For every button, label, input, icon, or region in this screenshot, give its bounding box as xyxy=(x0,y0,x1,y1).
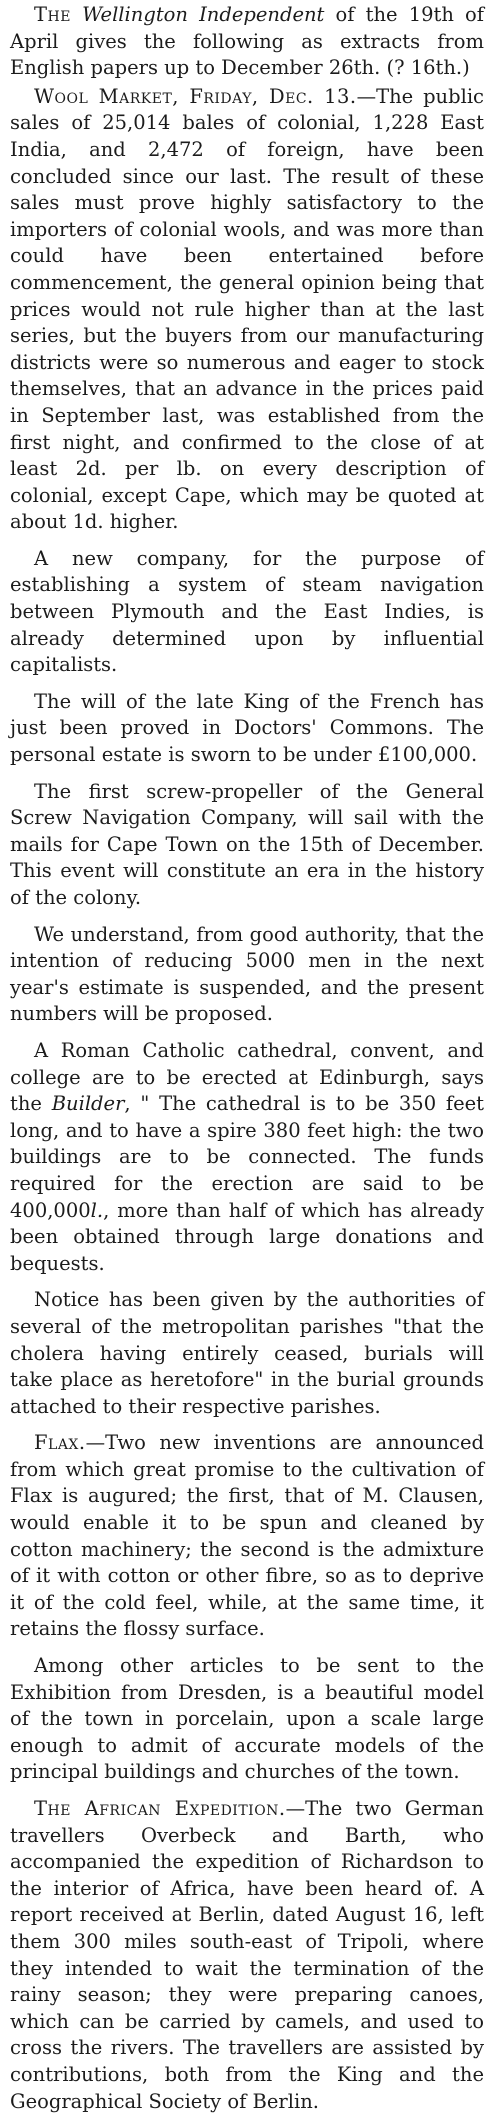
wool-market-text: —The public sales of 25,014 bales of colonial, 1,228 East India, and 2,472 of foreign, have been concluded since our last. The result of these sales must prove highly satisfactory to the importers of colonial wools, and was more than could have been entertained before commencement, the general opinion being that prices would not rule higher than at the last series, but the buyers from our manufacturing districts were so numerous and eager to stock themselves, that an advance in the prices paid in September last, was established from the first night, and confirmed to the close of at least 2d. per lb. on every description of colonial, except Cape, which may be quoted at about 1d. higher. xyxy=(10,84,484,534)
flax-paragraph xyxy=(10,1430,484,1643)
cathedral-text-middle: , " The cathedral is to be 350 feet long, and to have a spire 380 feet high: the two buildings are to be connected. The funds required for the erection are said to be 400,000 xyxy=(10,1092,484,1222)
flax-heading: Flax. xyxy=(34,1431,86,1455)
screw-propeller-text: The first screw-propeller of the General Screw Navigation Company, will sail with the mails for Cape Town on the 15th of December. This event will constitute an era in the history of the colony. xyxy=(10,779,484,909)
african-expedition-paragraph xyxy=(10,1796,484,2115)
cholera-text: Notice has been given by the authorities of several of the metropolitan parishes "that the cholera having entirely ceased, burials will take place as heretofore" in the burial grounds attached to their respective parishes. xyxy=(10,1288,484,1418)
cholera-paragraph xyxy=(10,1287,484,1420)
cathedral-paragraph xyxy=(10,1038,484,1277)
estimate-paragraph xyxy=(10,922,484,1028)
flax-text: —Two new inventions are announced from which great promise to the cultivation of Flax is augured; the first, that of M. Clausen, would enable it to be spun and cleaned by cotton machinery; the second is the admixture of it with cotton or other fibre, so as to deprive it of the cold feel, while, at the same time, it retains the flossy surface. xyxy=(10,1431,484,1641)
wool-market-paragraph xyxy=(10,84,484,536)
screw-propeller-paragraph xyxy=(10,779,484,912)
builder-source: Builder xyxy=(51,1092,125,1116)
african-expedition-heading: The African Expedition. xyxy=(34,1797,286,1820)
currency-pounds: l. xyxy=(90,1198,104,1222)
newspaper-title: Wellington Independent xyxy=(82,3,325,26)
wool-market-heading: Wool Market, Friday, Dec. 13. xyxy=(34,84,357,108)
king-will-paragraph xyxy=(10,689,484,769)
exhibition-paragraph xyxy=(10,1653,484,1786)
article-intro-paragraph xyxy=(10,2,484,82)
exhibition-text: Among other articles to be sent to the Exhibition from Dresden, is a beautiful model of the town in porcelain, upon a scale large enough to admit of accurate models of the principal buildings and churches of the town. xyxy=(10,1654,484,1784)
steam-navigation-text: A new company, for the purpose of establishing a system of steam navigation between Plymouth and the East Indies, is already determined upon by influential capitalists. xyxy=(10,546,484,677)
king-will-text: The will of the late King of the French has just been proved in Doctors' Commons. The personal estate is sworn to be under £100,000. xyxy=(10,689,484,767)
intro-lead-word: The xyxy=(34,3,71,26)
african-expedition-text: —The two German travellers Overbeck and Barth, who accompanied the expedition of Richardson to the interior of Africa, have been heard of. A report received at Berlin, dated August 16, left them 300 miles south-east of Tripoli, where they intended to wait the termination of the rainy season; they were preparing canoes, which can be carried by camels, and used to cross the rivers. The travellers are assisted by contributions, both from the King and the Geographical Society of Berlin. xyxy=(10,1797,484,2113)
steam-navigation-paragraph xyxy=(10,546,484,679)
cathedral-text-end: , more than half of which has already been obtained through large donations and bequests. xyxy=(10,1198,484,1275)
intro-text: of the 19th of April gives the following as extracts from English papers up to December 26th. (? 16th.) xyxy=(10,3,484,80)
estimate-text: We understand, from good authority, that the intention of reducing 5000 men in the next year's estimate is suspended, and the present numbers will be proposed. xyxy=(10,922,484,1026)
cathedral-text-start: A Roman Catholic cathedral, convent, and college are to be erected at Edinburgh, says the xyxy=(10,1038,484,1116)
